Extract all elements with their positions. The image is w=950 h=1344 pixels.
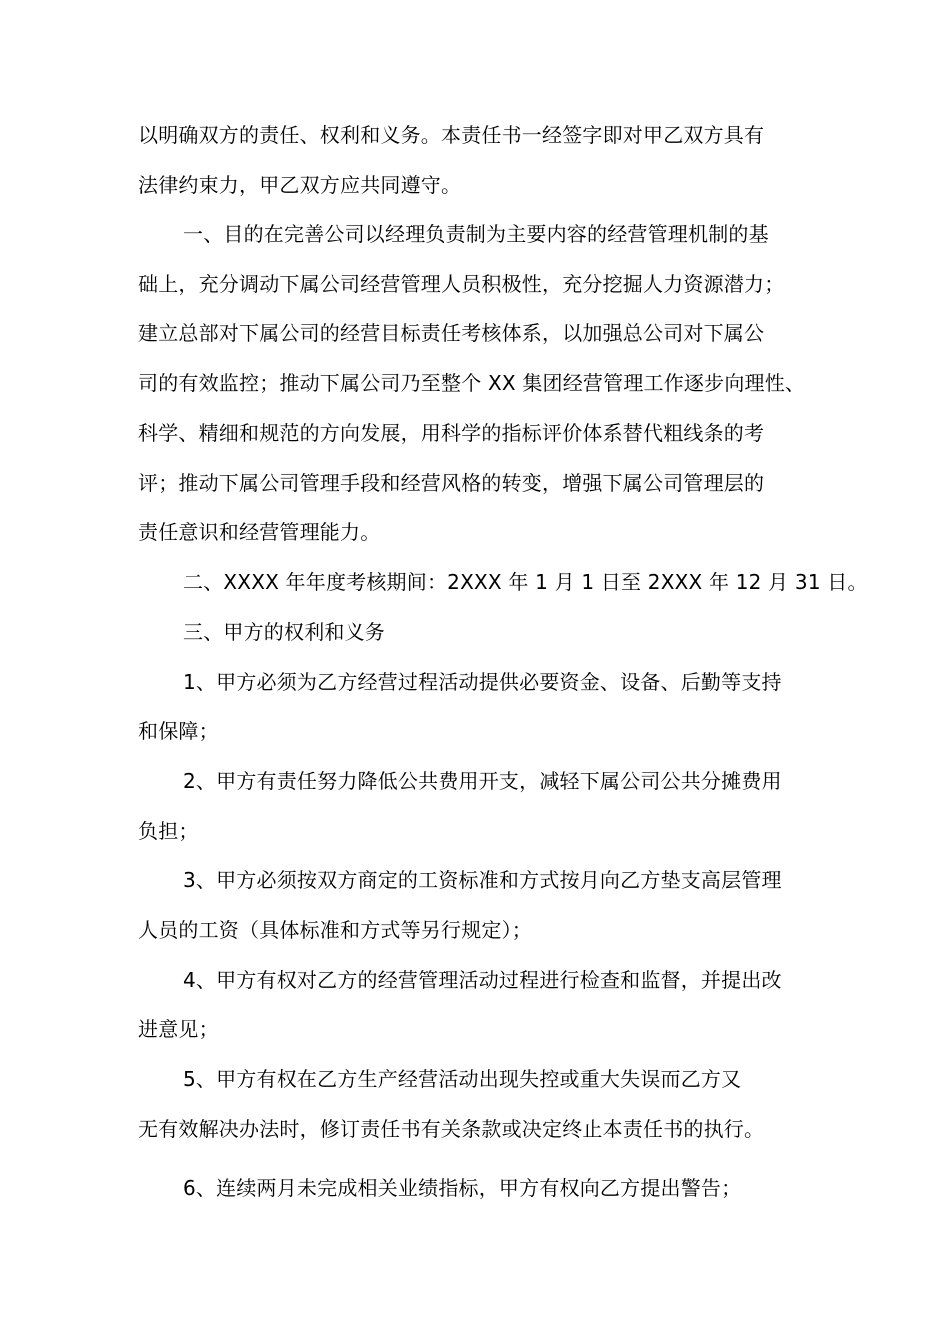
text-line: 司的有效监控；推动下属公司乃至整个 XX 集团经营管理工作逐步向理性、 <box>138 371 806 395</box>
text-line: 评；推动下属公司管理手段和经营风格的转变，增强下属公司管理层的 <box>138 471 765 495</box>
clause-6: 6、连续两月未完成相关业绩指标，甲方有权向乙方提出警告； <box>183 1176 742 1200</box>
text-line: 和保障； <box>138 719 219 743</box>
text-line: 人员的工资（具体标准和方式等另行规定）； <box>138 918 532 942</box>
section-2-heading: 二、XXXX 年年度考核期间：2XXX 年 1 月 1 日至 2XXX 年 12 月 31 日。 <box>183 570 868 594</box>
text-line: 科学、精细和规范的方向发展，用科学的指标评价体系替代粗线条的考 <box>138 421 765 445</box>
text-line: 法律约束力，甲乙双方应共同遵守。 <box>138 173 462 197</box>
text-line: 负担； <box>138 819 199 843</box>
clause-5: 5、甲方有权在乙方生产经营活动出现失控或重大失误而乙方又 <box>183 1067 742 1091</box>
text-line: 进意见； <box>138 1017 219 1041</box>
section-1-heading: 一、目的在完善公司以经理负责制为主要内容的经营管理机制的基 <box>183 222 769 246</box>
clause-4: 4、甲方有权对乙方的经营管理活动过程进行检查和监督，并提出改 <box>183 968 782 992</box>
clause-2: 2、甲方有责任努力降低公共费用开支，减轻下属公司公共分摊费用 <box>183 769 782 793</box>
clause-3: 3、甲方必须按双方商定的工资标准和方式按月向乙方垫支高层管理 <box>183 868 782 892</box>
text-line: 责任意识和经营管理能力。 <box>138 520 381 544</box>
text-line: 础上，充分调动下属公司经营管理人员积极性，充分挖掘人力资源潜力； <box>138 272 785 296</box>
text-line: 建立总部对下属公司的经营目标责任考核体系，以加强总公司对下属公 <box>138 321 765 345</box>
clause-1: 1、甲方必须为乙方经营过程活动提供必要资金、设备、后勤等支持 <box>183 670 782 694</box>
section-3-heading: 三、甲方的权利和义务 <box>183 620 385 644</box>
text-line: 无有效解决办法时，修订责任书有关条款或决定终止本责任书的执行。 <box>138 1117 765 1141</box>
text-line: 以明确双方的责任、权利和义务。本责任书一经签字即对甲乙双方具有 <box>138 123 765 147</box>
